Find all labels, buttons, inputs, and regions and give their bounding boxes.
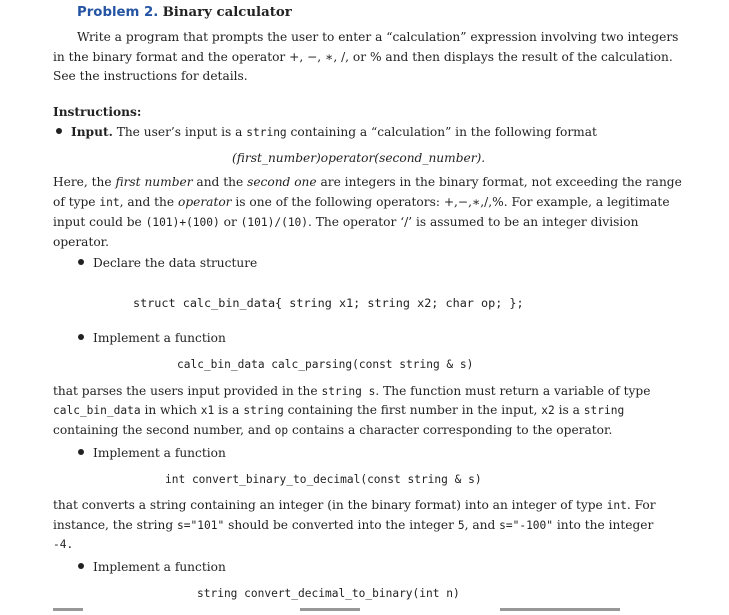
intro-line-3: See the instructions for details. [53, 69, 248, 83]
input-label: Input. [71, 125, 113, 139]
impl2-line-1: that converts a string containing an integer (in the binary format) into an integer of type int. For [53, 498, 656, 512]
impl1-bullet [78, 330, 226, 346]
bullet-icon [78, 449, 84, 455]
bullet-icon [78, 563, 84, 569]
impl2-bullet-text: Implement a function [93, 446, 226, 460]
parsing-signature: calc_bin_data calc_parsing(const string & s) [177, 358, 474, 371]
declare-bullet [78, 255, 257, 271]
bullet-icon [56, 128, 62, 134]
impl2-line-3: -4. [53, 538, 74, 551]
input-para-line-2: of type int, and the operator is one of the following operators: +,−,∗,/,%. For example, a legitimate [53, 195, 670, 209]
impl2-line-2: instance, the string s="101" should be converted into the integer 5, and s="-100" into the integer [53, 518, 654, 532]
impl3-bullet [78, 559, 226, 575]
declare-bullet-text: Declare the data structure [93, 256, 258, 270]
cropped-text-fragment [500, 608, 620, 611]
impl3-bullet-text: Implement a function [93, 560, 226, 574]
bullet-icon [78, 334, 84, 340]
decimal-to-binary-signature: string convert_decimal_to_binary(int n) [197, 587, 460, 600]
input-para-line-1: Here, the first number and the second one are integers in the binary format, not exceeding the range [53, 175, 682, 189]
cropped-text-fragment [300, 608, 360, 611]
intro-line-2: in the binary format and the operator +, −, ∗, /, or % and then displays the result of the calculation. [53, 50, 673, 64]
input-para-line-3: input could be (101)+(100) or (101)/(10). The operator ‘/’ is assumed to be an integer division [53, 215, 639, 229]
impl1-line-3: containing the second number, and op contains a character corresponding to the operator. [53, 423, 613, 437]
impl1-bullet-text: Implement a function [93, 331, 226, 345]
binary-to-decimal-signature: int convert_binary_to_decimal(const string & s) [165, 473, 482, 486]
impl1-line-2: calc_bin_data in which x1 is a string containing the first number in the input, x2 is a string [53, 403, 625, 417]
input-para-line-4: operator. [53, 235, 110, 249]
problem-heading [77, 5, 292, 20]
instructions-heading: Instructions: [53, 105, 142, 119]
problem-number: Problem 2. [77, 5, 159, 20]
intro-line-1: Write a program that prompts the user to enter a “calculation” expression involving two integers [77, 30, 679, 44]
input-text-b: containing a “calculation” in the following format [290, 125, 597, 139]
input-bullet [56, 124, 597, 141]
impl2-bullet [78, 445, 226, 461]
cropped-text-fragment [53, 608, 83, 611]
struct-code: struct calc_bin_data{ string x1; string x2; char op; }; [133, 296, 524, 310]
input-format: (first_number)operator(second_number). [232, 151, 486, 165]
bullet-icon [78, 259, 84, 265]
impl1-line-1: that parses the users input provided in the string s. The function must return a variable of type [53, 384, 651, 398]
problem-title: Binary calculator [162, 5, 292, 20]
input-code-string: string [246, 126, 287, 139]
input-text-a: The user’s input is a [116, 125, 243, 139]
